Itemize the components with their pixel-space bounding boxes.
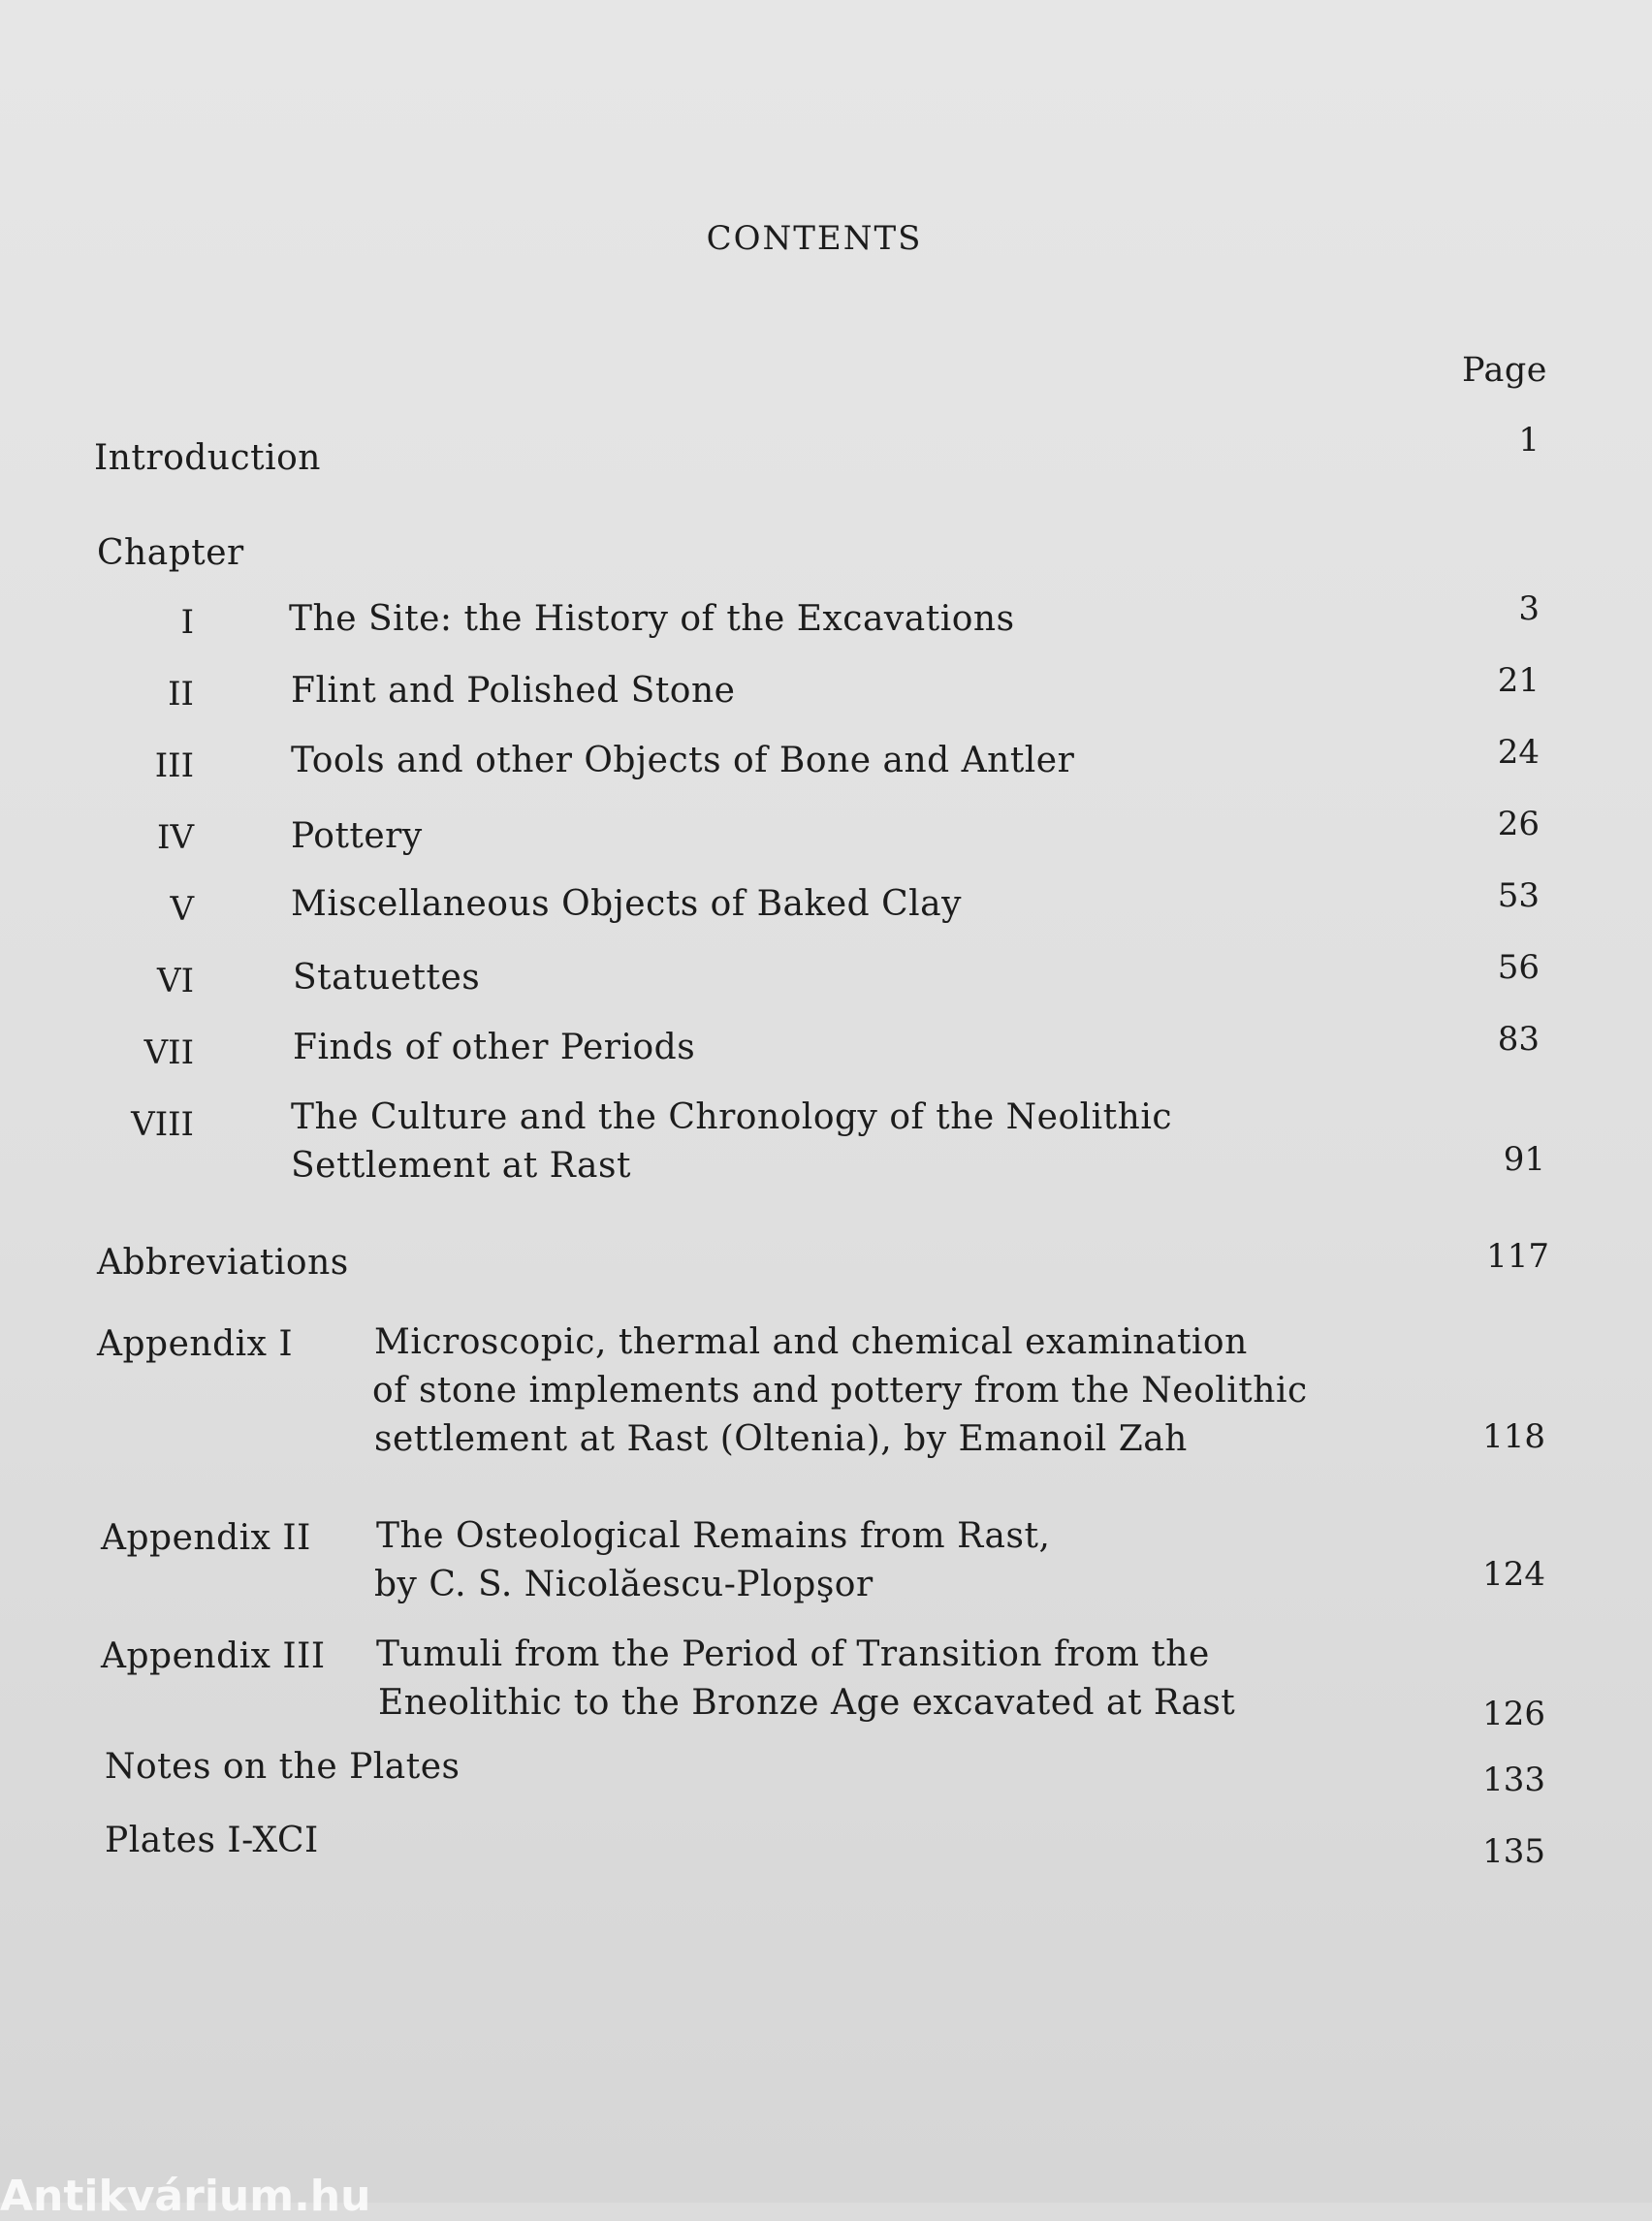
appendix-page: 118 xyxy=(1482,1417,1545,1456)
appendix-page: 124 xyxy=(1482,1555,1545,1594)
appendix-title: Eneolithic to the Bronze Age excavated at Rast xyxy=(378,1683,1236,1723)
chapter-page: 26 xyxy=(1497,805,1540,843)
chapter-title: Settlement at Rast xyxy=(291,1146,631,1186)
chapter-numeral: III xyxy=(154,746,194,785)
chapter-title: Miscellaneous Objects of Baked Clay xyxy=(291,884,962,924)
chapter-numeral: IV xyxy=(157,818,194,857)
chapter-numeral: II xyxy=(168,675,194,714)
toc-plates-title: Plates I-XCI xyxy=(105,1821,319,1860)
toc-abbreviations-title: Abbreviations xyxy=(97,1243,349,1283)
appendix-title: settlement at Rast (Oltenia), by Emanoil Zah xyxy=(374,1419,1188,1459)
chapter-title: Finds of other Periods xyxy=(293,1028,696,1067)
chapter-title: The Culture and the Chronology of the Neolithic xyxy=(291,1097,1172,1137)
appendix-label: Appendix III xyxy=(101,1636,326,1676)
page-title: CONTENTS xyxy=(706,219,923,258)
toc-abbreviations-page: 117 xyxy=(1486,1237,1549,1276)
chapter-numeral: VII xyxy=(143,1033,194,1072)
watermark-text: Antikvárium.hu xyxy=(0,2172,371,2221)
chapter-page: 3 xyxy=(1518,589,1540,628)
chapter-page: 24 xyxy=(1497,733,1540,772)
toc-plates-page: 135 xyxy=(1482,1832,1545,1871)
appendix-title: by C. S. Nicolăescu-Plopşor xyxy=(374,1565,874,1604)
chapter-title: The Site: the History of the Excavations xyxy=(289,599,1015,639)
chapter-page: 56 xyxy=(1497,948,1540,987)
appendix-title: Microscopic, thermal and chemical examination xyxy=(374,1322,1248,1362)
toc-introduction-page: 1 xyxy=(1518,421,1540,460)
chapter-numeral: VIII xyxy=(131,1105,194,1144)
toc-introduction-title: Introduction xyxy=(94,438,321,478)
toc-notes-page: 133 xyxy=(1482,1761,1545,1799)
chapter-title: Flint and Polished Stone xyxy=(291,671,736,711)
page-column-header: Page xyxy=(1462,351,1547,390)
chapter-numeral: VI xyxy=(157,962,194,1000)
chapter-title: Pottery xyxy=(291,816,423,856)
chapter-page: 53 xyxy=(1497,876,1540,915)
chapter-heading: Chapter xyxy=(97,533,244,573)
chapter-title: Statuettes xyxy=(293,958,481,998)
appendix-label: Appendix I xyxy=(97,1324,294,1364)
chapter-page: 91 xyxy=(1503,1140,1545,1179)
chapter-numeral: V xyxy=(170,890,194,929)
chapter-numeral: I xyxy=(180,603,194,642)
appendix-title: The Osteological Remains from Rast, xyxy=(376,1516,1051,1556)
toc-notes-title: Notes on the Plates xyxy=(105,1747,461,1787)
chapter-page: 83 xyxy=(1497,1020,1540,1059)
appendix-title: of stone implements and pottery from the Neolithic xyxy=(372,1371,1308,1411)
appendix-page: 126 xyxy=(1482,1695,1545,1733)
chapter-page: 21 xyxy=(1497,661,1540,700)
appendix-title: Tumuli from the Period of Transition from the xyxy=(376,1634,1210,1674)
appendix-label: Appendix II xyxy=(101,1518,311,1558)
chapter-title: Tools and other Objects of Bone and Antler xyxy=(291,741,1075,780)
